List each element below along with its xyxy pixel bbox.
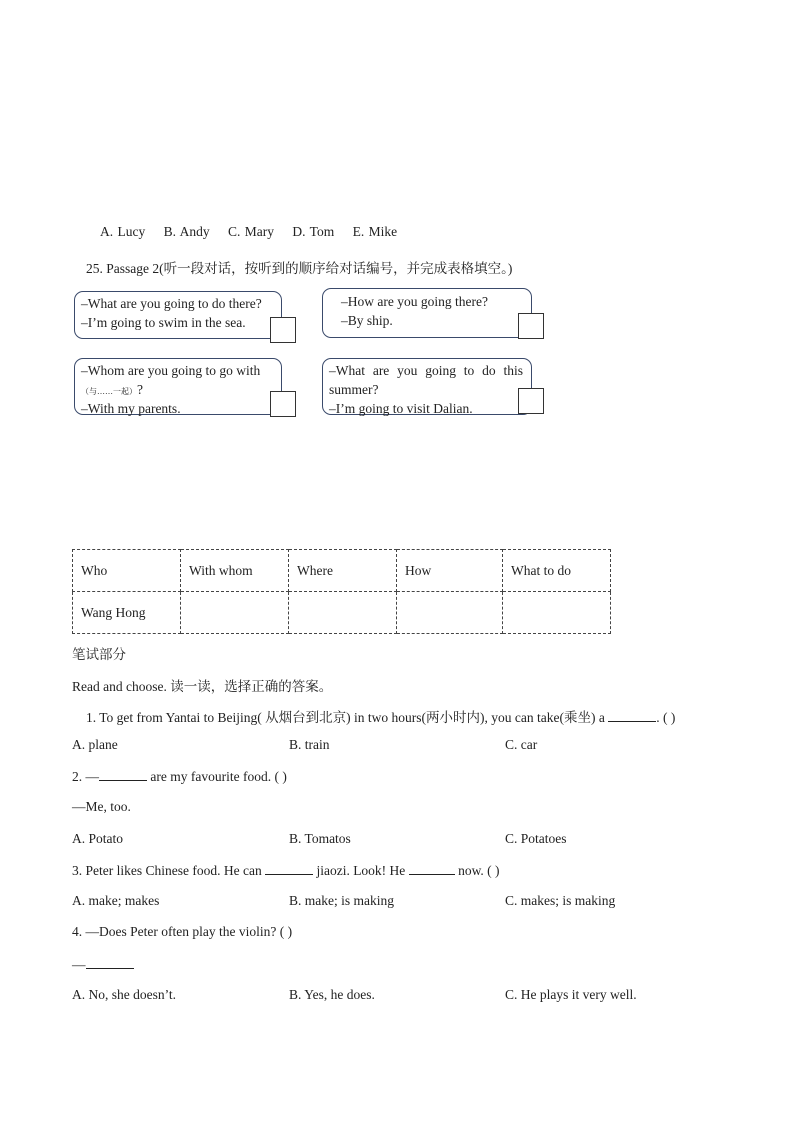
stem-text: — bbox=[72, 957, 86, 972]
table-header: With whom bbox=[181, 550, 289, 592]
question-4-stem: 4. —Does Peter often play the violin? ( ) bbox=[72, 924, 293, 939]
table-header: What to do bbox=[503, 550, 611, 592]
option-e: E. Mike bbox=[352, 224, 398, 239]
stem-text: . ( ) bbox=[656, 710, 676, 725]
q3-option-c[interactable]: C. makes; is making bbox=[505, 893, 616, 908]
question-1-stem bbox=[86, 706, 675, 726]
dialogue-bubble-4 bbox=[322, 358, 532, 415]
option-c: C. Mary bbox=[228, 224, 275, 239]
answer-blank[interactable] bbox=[265, 862, 313, 875]
option-d: D. Tom bbox=[292, 224, 335, 239]
bubble-line: –By ship. bbox=[341, 313, 393, 328]
table-header: How bbox=[397, 550, 503, 592]
question-25-title: 25. Passage 2(听一段对话，按听到的顺序给对话编号，并完成表格填空。) bbox=[86, 261, 513, 276]
question-3-stem bbox=[72, 862, 500, 879]
stem-text: 1. To get from Yantai to Beijing( 从烟台到北京) in two hours(两小时内), you can take(乘坐) a bbox=[86, 710, 605, 725]
q4-option-a[interactable]: A. No, she doesn’t. bbox=[72, 987, 176, 1002]
answer-box-3[interactable] bbox=[270, 391, 296, 417]
table-cell: Wang Hong bbox=[73, 592, 181, 634]
question-2-reply: —Me, too. bbox=[72, 799, 131, 814]
dialogue-bubble-1 bbox=[74, 291, 282, 339]
table-cell-blank[interactable] bbox=[181, 592, 289, 634]
answer-blank[interactable] bbox=[86, 956, 134, 969]
q2-option-a[interactable]: A. Potato bbox=[72, 831, 124, 846]
question-4-reply bbox=[72, 956, 134, 973]
option-b: B. Andy bbox=[163, 224, 210, 239]
question-2-stem bbox=[72, 768, 287, 785]
instruction: Read and choose. 读一读，选择正确的答案。 bbox=[72, 679, 333, 694]
stem-text: 3. Peter likes Chinese food. He can bbox=[72, 863, 262, 878]
stem-text: jiaozi. Look! He bbox=[313, 863, 406, 878]
answer-blank[interactable] bbox=[99, 768, 147, 781]
q4-option-b[interactable]: B. Yes, he does. bbox=[289, 987, 375, 1002]
dialogue-bubble-2 bbox=[322, 288, 532, 338]
table-row bbox=[73, 592, 611, 634]
bubble-line: –What are you going to do there? bbox=[81, 296, 262, 311]
table-header-row bbox=[73, 550, 611, 592]
table-header: Who bbox=[73, 550, 181, 592]
table-cell-blank[interactable] bbox=[503, 592, 611, 634]
stem-text: are my favourite food. ( ) bbox=[147, 769, 287, 784]
answer-box-4[interactable] bbox=[518, 388, 544, 414]
answer-box-2[interactable] bbox=[518, 313, 544, 339]
stem-text: now. ( ) bbox=[454, 863, 500, 878]
q2-option-c[interactable]: C. Potatoes bbox=[505, 831, 567, 846]
listening-options bbox=[100, 224, 411, 240]
info-table bbox=[72, 549, 611, 634]
answer-box-1[interactable] bbox=[270, 317, 296, 343]
bubble-line: –Whom are you going to go with bbox=[81, 363, 261, 378]
table-cell-blank[interactable] bbox=[397, 592, 503, 634]
bubble-line: –How are you going there? bbox=[341, 294, 488, 309]
bubble-line: –What are you going to do this bbox=[329, 363, 523, 378]
q1-option-a[interactable]: A. plane bbox=[72, 737, 118, 752]
answer-blank[interactable] bbox=[409, 862, 455, 875]
bubble-line: –With my parents. bbox=[81, 401, 181, 416]
section-title: 笔试部分 bbox=[72, 647, 126, 662]
table-header: Where bbox=[289, 550, 397, 592]
bubble-mark: ? bbox=[137, 382, 143, 397]
bubble-line: summer? bbox=[329, 382, 379, 397]
q1-option-b[interactable]: B. train bbox=[289, 737, 330, 752]
bubble-line: –I’m going to swim in the sea. bbox=[81, 315, 246, 330]
stem-text: 2. — bbox=[72, 769, 99, 784]
q3-option-a[interactable]: A. make; makes bbox=[72, 893, 160, 908]
q4-option-c[interactable]: C. He plays it very well. bbox=[505, 987, 637, 1002]
q1-option-c[interactable]: C. car bbox=[505, 737, 538, 752]
bubble-line: –I’m going to visit Dalian. bbox=[329, 401, 473, 416]
q3-option-b[interactable]: B. make; is making bbox=[289, 893, 394, 908]
q2-option-b[interactable]: B. Tomatos bbox=[289, 831, 351, 846]
option-a: A. Lucy bbox=[100, 224, 146, 239]
answer-blank[interactable] bbox=[608, 709, 656, 722]
dialogue-bubble-3 bbox=[74, 358, 282, 415]
bubble-note: （与……一起） bbox=[81, 387, 137, 396]
table-cell-blank[interactable] bbox=[289, 592, 397, 634]
